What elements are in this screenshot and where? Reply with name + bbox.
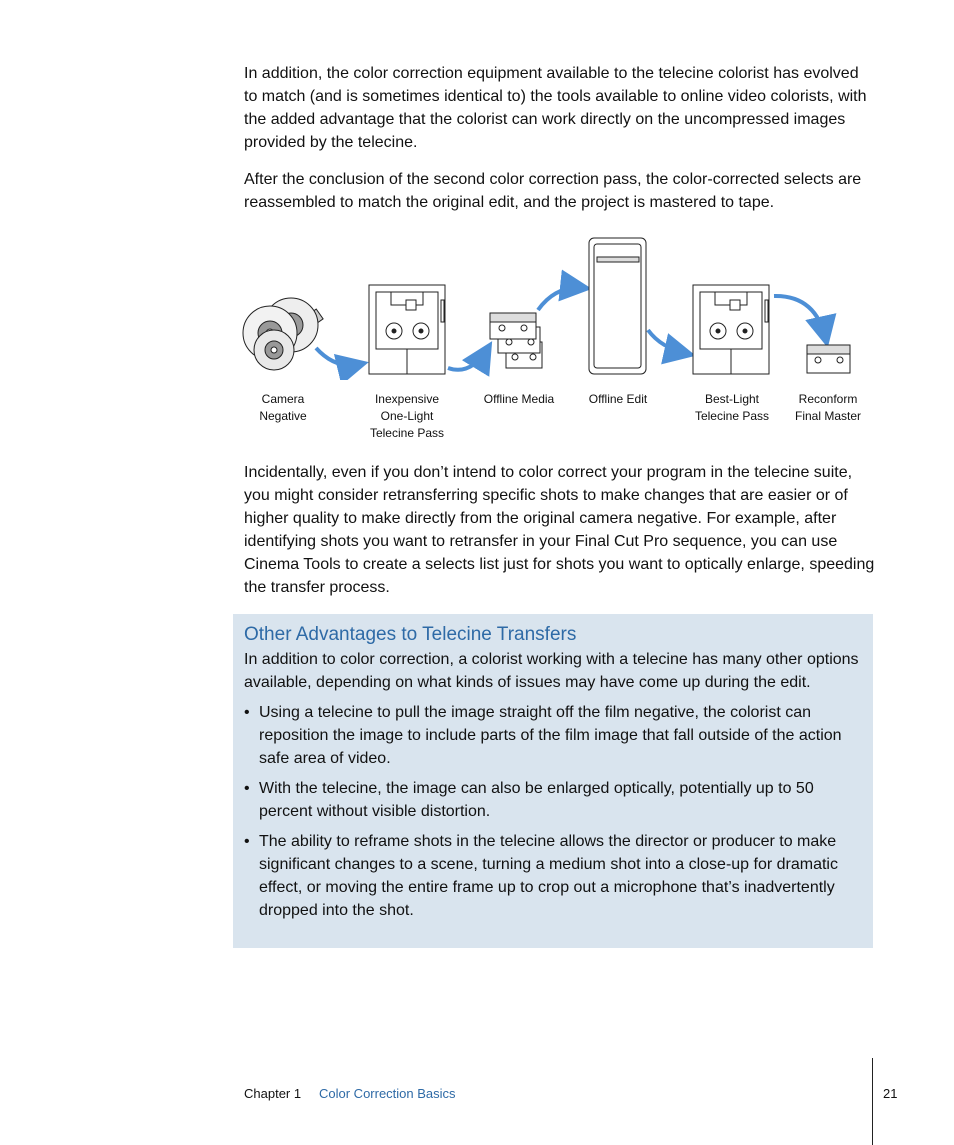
tapes-icon bbox=[490, 313, 542, 368]
bullet-icon: • bbox=[244, 704, 250, 721]
telecine-machine-icon bbox=[369, 285, 445, 374]
list-item bbox=[244, 701, 864, 770]
workflow-illustration bbox=[236, 230, 876, 380]
body-paragraph-1: In addition, the color correction equipment available to the telecine colorist has evolved to match (and is sometimes identical to) the tools available to online video colorists, with the added advantage that the colorist can work directly on the uncompressed images provided by the telecine. bbox=[244, 65, 867, 151]
master-tape-icon bbox=[807, 345, 850, 373]
sidebar-intro: In addition to color correction, a colorist working with a telecine has many other options available, depending on what kinds of issues may have come up during the edit. bbox=[244, 651, 859, 691]
list-item-text: The ability to reframe shots in the telecine allows the director or producer to make significant changes to a scene, turning a medium shot into a close-up for dramatic effect, or moving the entire frame up to crop out a microphone that’s inadvertently dropped into the shot. bbox=[259, 833, 838, 919]
label-line: Telecine Pass bbox=[694, 409, 770, 423]
label-one-light-telecine bbox=[352, 391, 462, 442]
telecine-workflow-diagram bbox=[236, 230, 876, 450]
label-line: Offline Media bbox=[483, 392, 555, 406]
label-line: Final Master bbox=[794, 409, 862, 423]
flow-arrow-3 bbox=[538, 288, 584, 310]
footer-chapter: Chapter 1 bbox=[244, 1086, 302, 1101]
label-line: Negative bbox=[259, 409, 307, 423]
flow-arrow-1 bbox=[316, 348, 361, 365]
sidebar-box bbox=[233, 614, 873, 948]
label-line: Best-Light bbox=[704, 392, 760, 406]
label-line: Telecine Pass bbox=[369, 426, 445, 440]
label-best-light-telecine bbox=[677, 391, 787, 425]
bullet-icon: • bbox=[244, 833, 250, 850]
sidebar-title: Other Advantages to Telecine Transfers bbox=[244, 624, 577, 645]
telecine-machine-2-icon bbox=[693, 285, 769, 374]
label-offline-edit bbox=[563, 391, 673, 408]
body-paragraph-3: Incidentally, even if you don’t intend to color correct your program in the telecine suite, you might consider retransferring specific shots to make changes that are easier or of higher quality to make directly from the original camera negative. For example, after identifying shots you want to retransfer in your Final Cut Pro sequence, you can use Cinema Tools to create a selects list just for shots you want to optically enlarge, speeding the transfer process. bbox=[244, 464, 875, 596]
label-reconform-final-master bbox=[773, 391, 883, 425]
label-line: Camera bbox=[261, 392, 305, 406]
body-paragraph-2: After the conclusion of the second color correction pass, the color-corrected selects are reassembled to match the original edit, and the project is mastered to tape. bbox=[244, 171, 862, 211]
sidebar-bullet-list bbox=[244, 701, 864, 929]
flow-arrow-4 bbox=[648, 330, 688, 354]
footer-chapter-title[interactable]: Color Correction Basics bbox=[319, 1086, 456, 1101]
list-item-text: With the telecine, the image can also be enlarged optically, potentially up to 50 percent without visible distortion. bbox=[259, 780, 814, 820]
film-reels-icon bbox=[243, 298, 323, 370]
computer-tower-icon bbox=[589, 238, 646, 374]
label-camera-negative bbox=[228, 391, 338, 425]
list-item bbox=[244, 777, 864, 823]
label-offline-media bbox=[464, 391, 574, 408]
footer-divider bbox=[872, 1058, 873, 1145]
label-line: Offline Edit bbox=[588, 392, 648, 406]
bullet-icon: • bbox=[244, 780, 250, 797]
page-number: 21 bbox=[883, 1086, 898, 1101]
flow-arrow-2 bbox=[448, 348, 488, 370]
label-line: One-Light bbox=[380, 409, 434, 423]
label-line: Inexpensive bbox=[374, 392, 440, 406]
list-item bbox=[244, 830, 864, 922]
flow-arrow-5 bbox=[774, 296, 826, 340]
label-line: Reconform bbox=[798, 392, 858, 406]
list-item-text: Using a telecine to pull the image straight off the film negative, the colorist can reposition the image to include parts of the film image that fall outside of the action safe area of video. bbox=[259, 704, 842, 767]
